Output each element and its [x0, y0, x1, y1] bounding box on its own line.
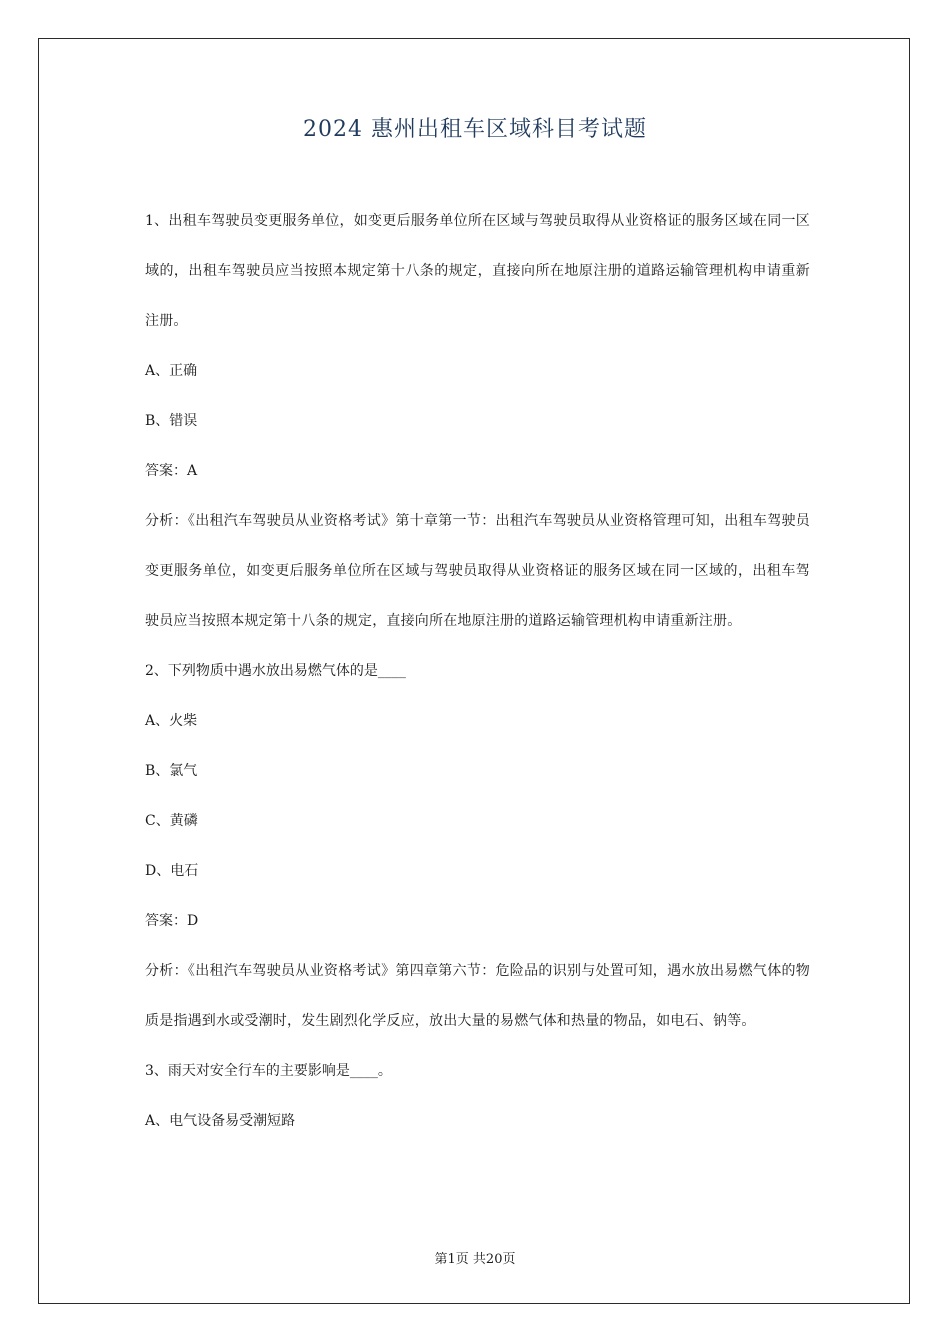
- question-1: [145, 196, 810, 646]
- question-3: [145, 1046, 810, 1146]
- analysis: 分析：《出租汽车驾驶员从业资格考试》第四章第六节：危险品的识别与处置可知，遇水放出易燃气体的物质是指遇到水或受潮时，发生剧烈化学反应，放出大量的易燃气体和热量的物品，如电石、钠等。: [145, 963, 810, 1029]
- option-c: C、黄磷: [145, 813, 198, 829]
- question-stem: 1、出租车驾驶员变更服务单位，如变更后服务单位所在区域与驾驶员取得从业资格证的服务区域在同一区域的，出租车驾驶员应当按照本规定第十八条的规定，直接向所在地原注册的道路运输管理机构申请重新注册。: [145, 213, 810, 329]
- option-b: B、错误: [145, 413, 198, 429]
- analysis: 分析：《出租汽车驾驶员从业资格考试》第十章第一节：出租汽车驾驶员从业资格管理可知，出租车驾驶员变更服务单位，如变更后服务单位所在区域与驾驶员取得从业资格证的服务区域在同一区域的，出租车驾驶员应当按照本规定第十八条的规定，直接向所在地原注册的道路运输管理机构申请重新注册。: [145, 513, 810, 629]
- document-body: [145, 196, 810, 1146]
- question-stem: 3、雨天对安全行车的主要影响是____。: [145, 1063, 392, 1079]
- option-b: B、氯气: [145, 763, 198, 779]
- question-2: [145, 646, 810, 1046]
- page-footer: 第1页 共20页: [434, 1252, 516, 1267]
- answer: 答案：D: [145, 913, 199, 929]
- option-a: A、火柴: [145, 713, 198, 729]
- option-a: A、正确: [145, 363, 198, 379]
- document-title: 2024 惠州出租车区域科目考试题: [303, 117, 647, 142]
- option-d: D、电石: [145, 863, 199, 879]
- answer: 答案：A: [145, 463, 198, 479]
- question-stem: 2、下列物质中遇水放出易燃气体的是____: [145, 663, 406, 679]
- option-a: A、电气设备易受潮短路: [145, 1113, 296, 1129]
